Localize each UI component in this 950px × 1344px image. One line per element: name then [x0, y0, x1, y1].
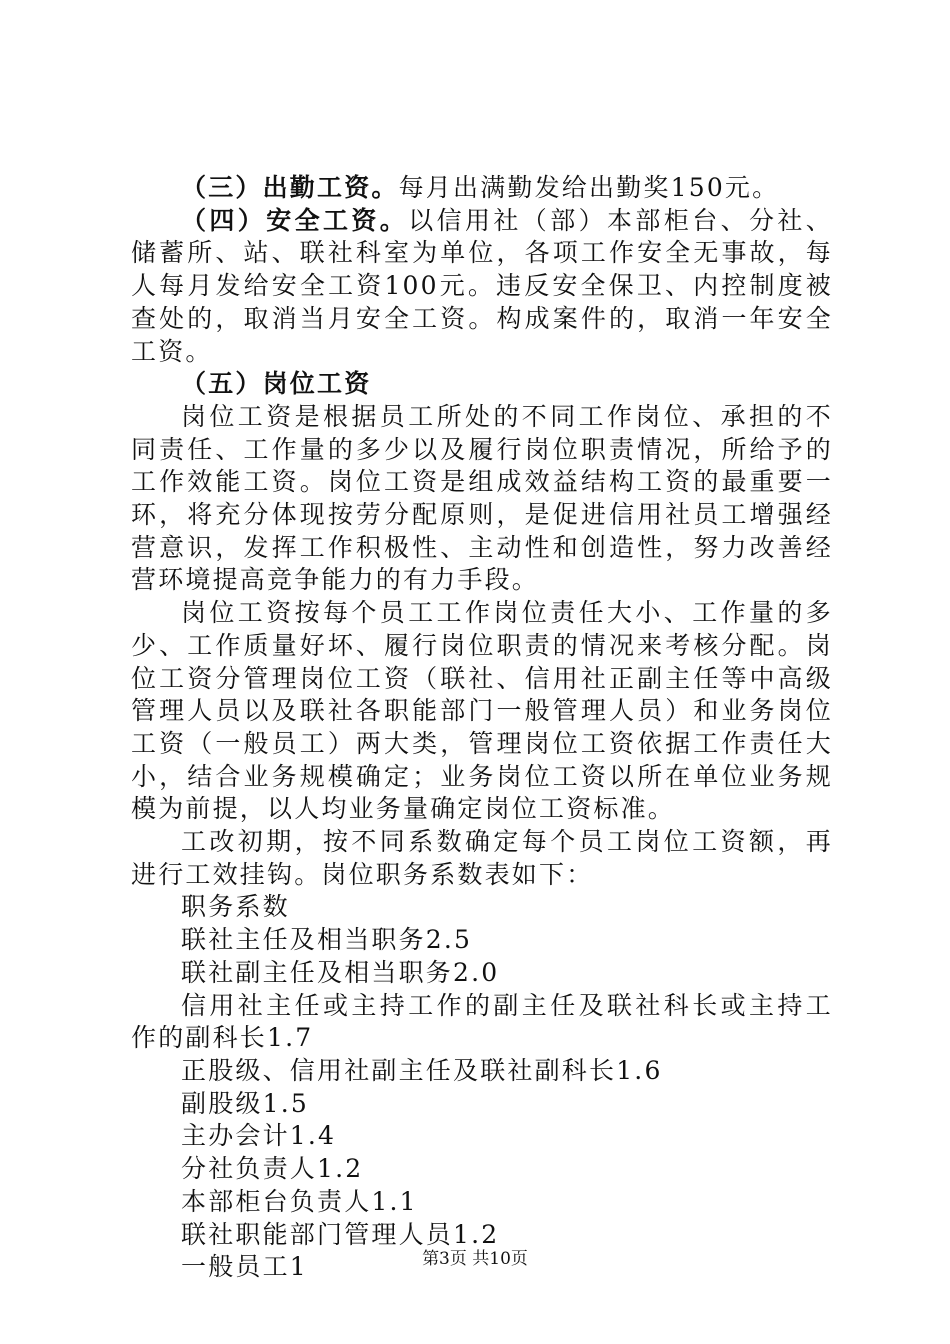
section-3-body: 每月出满勤发给出勤奖150元。	[398, 173, 780, 202]
document-body	[131, 172, 833, 1284]
section-5-paragraph	[131, 368, 833, 401]
coefficient-item: 主办会计1.4	[181, 1121, 337, 1151]
coefficient-item: 联社主任及相当职务2.5	[181, 925, 473, 955]
coefficient-item: 分社负责人1.2	[181, 1154, 364, 1184]
section-5-heading: （五）岗位工资	[181, 369, 372, 399]
coefficient-item: 一般员工1	[181, 1252, 308, 1282]
coefficient-table-header: 职务系数	[181, 892, 290, 922]
section-4-body: 以信用社（部）本部柜台、分社、储蓄所、站、联社科室为单位，各项工作安全无事故，每人每月发给安全工资100元。违反安全保卫、内控制度被查处的，取消当月安全工资。构成案件的，取消一年安全工资。	[131, 205, 833, 366]
coefficient-item: 联社职能部门管理人员1.2	[181, 1219, 500, 1249]
section-3-paragraph	[131, 172, 833, 205]
section-3-heading: （三）出勤工资。	[181, 173, 399, 202]
page-footer: 第3页 共10页	[422, 1249, 528, 1269]
coefficient-item: 联社副主任及相当职务2.0	[181, 957, 500, 987]
paragraph-initial-reform: 工改初期，按不同系数确定每个员工岗位工资额，再进行工效挂钩。岗位职务系数表如下：	[131, 827, 833, 889]
paragraph-position-wage-definition: 岗位工资是根据员工所处的不同工作岗位、承担的不同责任、工作量的多少以及履行岗位职责情况，所给予的工作效能工资。岗位工资是组成效益结构工资的最重要一环，将充分体现按劳分配原则，是促进信用社员工增强经营意识，发挥工作积极性、主动性和创造性，努力改善经营环境提高竞争能力的有力手段。	[131, 401, 833, 595]
coefficient-item: 副股级1.5	[181, 1088, 309, 1118]
coefficient-item: 本部柜台负责人1.1	[181, 1186, 418, 1216]
coefficient-item: 正股级、信用社副主任及联社副科长1.6	[181, 1055, 663, 1085]
paragraph-position-wage-allocation: 岗位工资按每个员工工作岗位责任大小、工作量的多少、工作质量好坏、履行岗位职责的情况来考核分配。岗位工资分管理岗位工资（联社、信用社正副主任等中高级管理人员以及联社各职能部门一般管理人员）和业务岗位工资（一般员工）两大类，管理岗位工资依据工作责任大小，结合业务规模确定；业务岗位工资以所在单位业务规模为前提，以人均业务量确定岗位工资标准。	[131, 598, 833, 824]
coefficient-item: 信用社主任或主持工作的副主任及联社科长或主持工作的副科长1.7	[131, 990, 833, 1053]
section-4-paragraph	[131, 205, 833, 369]
section-4-heading: （四）安全工资。	[181, 205, 409, 235]
